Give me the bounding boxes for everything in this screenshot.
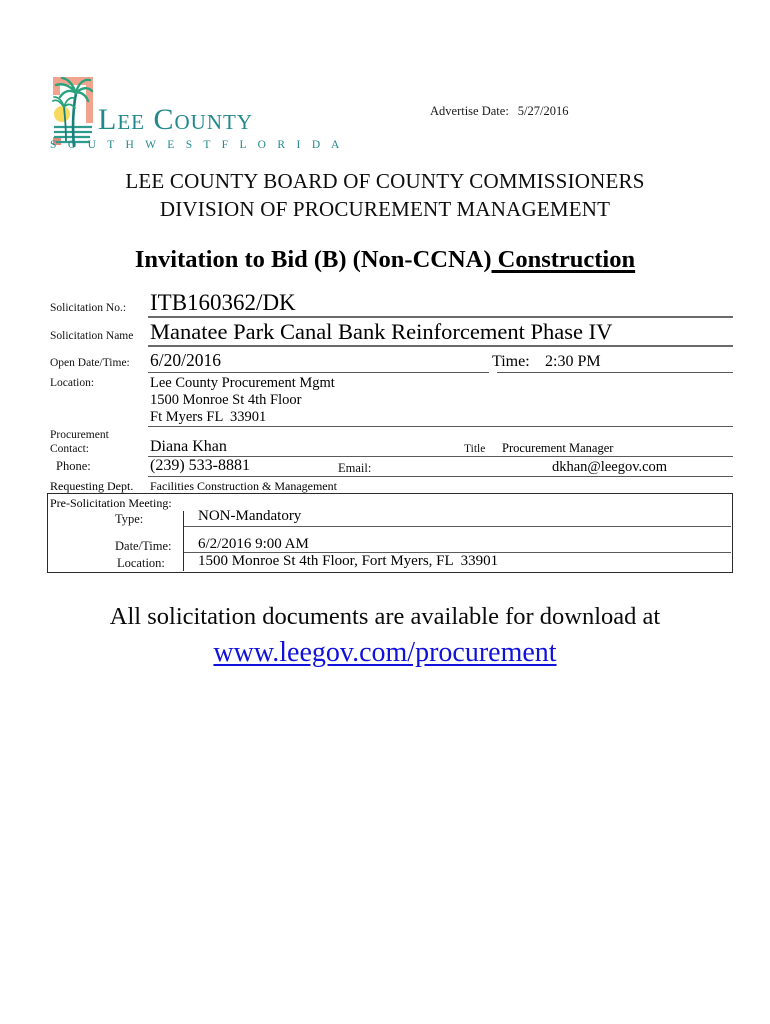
field-underline — [184, 526, 731, 527]
download-note: All solicitation documents are available for download at — [109, 603, 661, 630]
open-date-value: 6/20/2016 — [150, 350, 221, 370]
solicitation-name-value: Manatee Park Canal Bank Reinforcement Phase IV — [150, 319, 613, 344]
meeting-datetime-label: Date/Time: — [115, 539, 172, 553]
org-header-line1: LEE COUNTY BOARD OF COUNTY COMMISSIONERS — [125, 169, 645, 193]
field-underline — [497, 372, 733, 373]
logo-tagline: S O U T H W E S T F L O R I D A — [50, 139, 344, 151]
contact-title-label: Title — [464, 443, 486, 455]
location-line3: Ft Myers FL 33901 — [150, 409, 267, 425]
field-underline — [148, 476, 733, 477]
field-underline — [148, 345, 733, 347]
procurement-link[interactable]: www.leegov.com/procurement — [213, 637, 557, 668]
solicitation-no-label: Solicitation No.: — [50, 302, 127, 314]
meeting-location-value: 1500 Monroe St 4th Floor, Fort Myers, FL 33901 — [198, 553, 499, 569]
email-label: Email: — [338, 461, 372, 475]
field-underline — [148, 426, 733, 427]
logo-name: Lee County — [98, 103, 253, 136]
requesting-dept-label: Requesting Dept. — [50, 479, 134, 493]
advertise-date-label: Advertise Date: — [430, 104, 509, 118]
meeting-type-label: Type: — [115, 512, 144, 526]
document-title-main: Invitation to Bid (B) (Non-CCNA) — [134, 246, 492, 273]
org-header-line2: DIVISION OF PROCUREMENT MANAGEMENT — [159, 196, 611, 221]
meeting-datetime-value: 6/2/2016 9:00 AM — [198, 536, 309, 552]
solicitation-no-value: ITB160362/DK — [150, 290, 296, 315]
open-date-label: Open Date/Time: — [50, 357, 130, 369]
email-value: dkhan@leegov.com — [552, 459, 668, 475]
footer-link-row — [0, 637, 770, 669]
document-title — [0, 246, 770, 274]
solicitation-name-label: Solicitation Name — [50, 330, 134, 342]
requesting-dept-value: Facilities Construction & Management — [150, 479, 337, 493]
field-underline — [148, 316, 733, 318]
document-title-underlined: Construction — [491, 246, 636, 273]
open-time-value: 2:30 PM — [545, 353, 601, 370]
location-line1: Lee County Procurement Mgmt — [150, 375, 335, 391]
meeting-header: Pre-Solicitation Meeting: — [50, 496, 172, 510]
phone-label: Phone: — [56, 459, 91, 473]
meeting-type-value: NON-Mandatory — [198, 508, 302, 524]
advertise-date-value: 5/27/2016 — [517, 104, 569, 118]
advertise-date — [430, 104, 569, 119]
location-line2: 1500 Monroe St 4th Floor — [150, 392, 302, 408]
contact-value: Diana Khan — [150, 438, 227, 455]
open-time-label: Time: — [492, 353, 530, 370]
org-header — [0, 168, 770, 223]
phone-value: (239) 533-8881 — [150, 457, 250, 474]
contact-title-value: Procurement Manager — [502, 441, 614, 455]
contact-label-line2: Contact: — [50, 443, 89, 455]
location-label: Location: — [50, 377, 95, 389]
meeting-box-divider — [183, 511, 184, 571]
contact-label-line1: Procurement — [50, 429, 109, 441]
meeting-location-label: Location: — [117, 556, 165, 570]
field-underline — [148, 372, 489, 373]
